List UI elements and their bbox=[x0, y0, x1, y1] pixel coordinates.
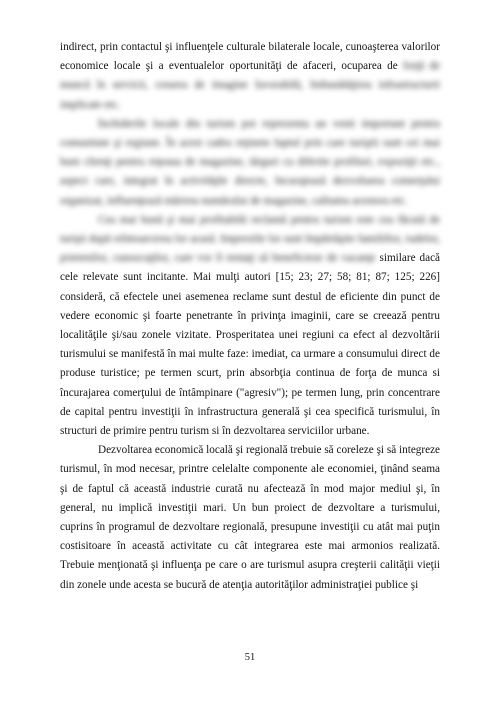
paragraph-3-blurred: Cea mai bună şi mai profitabilă reclamă pentru turism este cea făcută de turişti după reîntoarcerea lor acasă. Impresiile lor sunt împărtăşite familiilor, rudelor, prietenilor, cunoscuţilor, care vor fi tentaţi să beneficieze de vacanţe bbox=[60, 213, 440, 265]
paragraph-4: Dezvoltarea economică locală şi regională trebuie să coreleze şi să integreze turismul, în mod necesar, printre celelalte componente ale economiei, ţinând seama şi de faptul că această industrie curată nu afectează în mod major mediul şi, în general, nu implică investiţii mari. Un bun proiect de dezvoltare a turismului, cuprins în programul de dezvoltare regională, presupune investiţii cu atât mai puţin costisitoare în această activitate cu cât integrarea este mai armonios realizată. Trebuie menţionată şi influenţa pe care o are turismul asupra creşterii calităţii vieţii din zonele unde acesta se bucură de atenţia autorităţilor administraţiei publice şi bbox=[60, 444, 440, 591]
page-number: 51 bbox=[244, 652, 256, 663]
paragraph-2: Închiderile locale din turism pot reprezenta un venit important pentru comunitate şi regiune. În acest cadru reţinem faptul prin care turiştii sunt cei mai buni clienţi pentru reţeaua de magazine, târguri cu diferite profiluri, expoziţii etc., aspect care, integrat în activităţile directe, încurajează dezvoltarea comerţului organizat, influenţează mărirea numărului de magazine, calitatea acestora etc. bbox=[60, 117, 440, 207]
paragraph-3-visible: similare dacă cele relevate sunt incitante. Mai mulţi autori [15; 23; 27; 58; 81; 87; 125; 226] consideră, că efectele unei asemenea reclame sunt destul de eficiente din punct de vedere economic şi foarte penetrante în privinţa imaginii, care se creează pentru localităţile şi/sau zonele vizitate. Prosperitatea unei regiuni ca efect al dezvoltării turismului se manifestă în mai multe faze: imediat, ca urmare a consumului direct de produse turistice; pe termen scurt, prin absorbţia continua de forţa de munca si încurajarea comerţului de întâmpinare ("agresiv"); pe termen lung, prin concentrare de capital pentru investiţii în infrastructura generală şi cea specifică turismului, în structuri de primire pentru turism si în dezvoltarea serviciilor urbane. bbox=[60, 252, 441, 438]
paragraph-1-blurred: forţă de muncă în servicii, crearea de imagine favorabilă, îmbunătăţirea infrastructurii implicate etc. bbox=[60, 60, 440, 111]
paragraph-1 bbox=[60, 38, 440, 115]
paragraph-3 bbox=[60, 211, 440, 441]
body-text bbox=[60, 38, 440, 595]
paragraph-1-visible: indirect, prin contactul şi influenţele culturale bilaterale locale, cunoaşterea valorilor economice locale şi a eventualelor oportunităţi de afaceri, ocuparea de bbox=[60, 41, 440, 73]
